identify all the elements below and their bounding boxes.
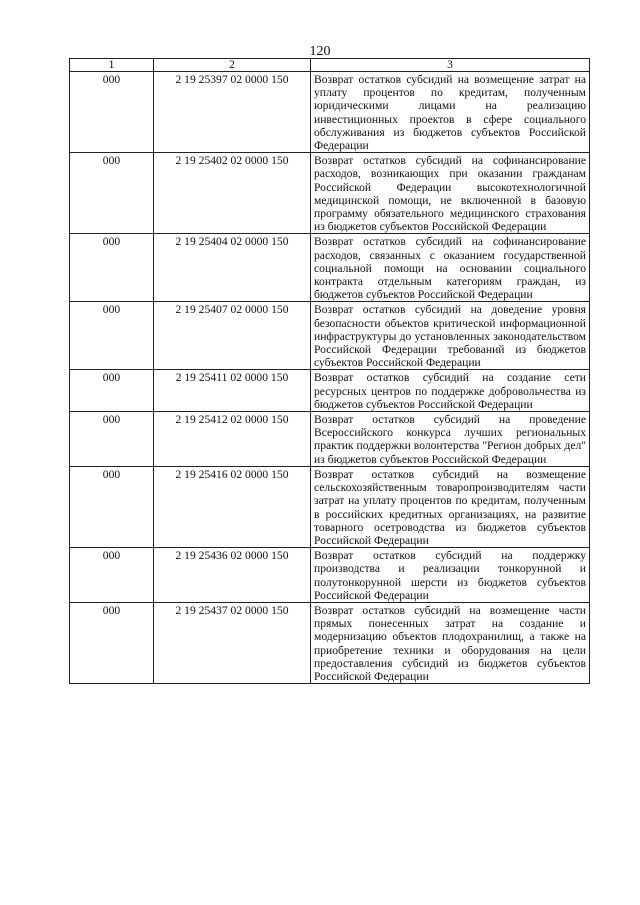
table-row: [70, 466, 590, 547]
table-row: [70, 370, 590, 412]
table-row: [70, 548, 590, 603]
table-row: [70, 412, 590, 467]
description-cell: Возврат остатков субсидий на возмещение сельскохозяйственным товаропроизводителям части затрат на уплату процентов по кредитам, полученным в российских кредитных организациях, на развитие товарного осетроводства из бюджетов субъектов Российской Федерации: [311, 466, 590, 547]
description-cell: Возврат остатков субсидий на софинансирование расходов, связанных с оказанием государственной социальной помощи на основании социального контракта отдельным категориям граждан, из бюджетов субъектов Российской Федерации: [311, 234, 590, 302]
description-cell: Возврат остатков субсидий на софинансирование расходов, возникающих при оказании гражданам Российской Федерации высокотехнологичной медицинской помощи, не включенной в базовую программу обязательного медицинского страхования из бюджетов субъектов Российской Федерации: [311, 153, 590, 234]
admin-code-cell: 000: [70, 466, 154, 547]
budget-code-table: [69, 58, 590, 684]
table-header-row: [70, 59, 590, 72]
budget-code-cell: 2 19 25416 02 0000 150: [154, 466, 311, 547]
admin-code-cell: 000: [70, 412, 154, 467]
budget-code-cell: 2 19 25412 02 0000 150: [154, 412, 311, 467]
column-header-1: 1: [70, 59, 154, 72]
admin-code-cell: 000: [70, 302, 154, 370]
column-header-2: 2: [154, 59, 311, 72]
table-row: [70, 153, 590, 234]
table-row: [70, 302, 590, 370]
admin-code-cell: 000: [70, 153, 154, 234]
budget-code-cell: 2 19 25402 02 0000 150: [154, 153, 311, 234]
table-row: [70, 602, 590, 683]
description-cell: Возврат остатков субсидий на возмещение части прямых понесенных затрат на создание и модернизацию объектов плодохранилищ, а также на приобретение техники и оборудования на цели предоставления субсидий из бюджетов субъектов Российской Федерации: [311, 602, 590, 683]
description-cell: Возврат остатков субсидий на создание сети ресурсных центров по поддержке добровольчества из бюджетов субъектов Российской Федерации: [311, 370, 590, 412]
budget-code-cell: 2 19 25437 02 0000 150: [154, 602, 311, 683]
description-cell: Возврат остатков субсидий на доведение уровня безопасности объектов критической информационной инфраструктуры до установленных законодательством Российской Федерации требований из бюджетов субъектов Российской Федерации: [311, 302, 590, 370]
description-cell: Возврат остатков субсидий на поддержку производства и реализации тонкорунной и полутонкорунной шерсти из бюджетов субъектов Российской Федерации: [311, 548, 590, 603]
budget-code-cell: 2 19 25397 02 0000 150: [154, 72, 311, 153]
description-cell: Возврат остатков субсидий на проведение Всероссийского конкурса лучших региональных практик поддержки волонтерства "Регион добрых дел" из бюджетов субъектов Российской Федерации: [311, 412, 590, 467]
admin-code-cell: 000: [70, 72, 154, 153]
admin-code-cell: 000: [70, 234, 154, 302]
admin-code-cell: 000: [70, 548, 154, 603]
table-row: [70, 72, 590, 153]
description-cell: Возврат остатков субсидий на возмещение затрат на уплату процентов по кредитам, полученным юридическими лицами на реализацию инвестиционных проектов в сфере социального обслуживания из бюджетов субъектов Российской Федерации: [311, 72, 590, 153]
budget-code-cell: 2 19 25407 02 0000 150: [154, 302, 311, 370]
budget-code-cell: 2 19 25411 02 0000 150: [154, 370, 311, 412]
admin-code-cell: 000: [70, 602, 154, 683]
column-header-3: 3: [311, 59, 590, 72]
admin-code-cell: 000: [70, 370, 154, 412]
table-row: [70, 234, 590, 302]
page-number: 120: [309, 44, 331, 59]
budget-code-cell: 2 19 25404 02 0000 150: [154, 234, 311, 302]
budget-code-cell: 2 19 25436 02 0000 150: [154, 548, 311, 603]
